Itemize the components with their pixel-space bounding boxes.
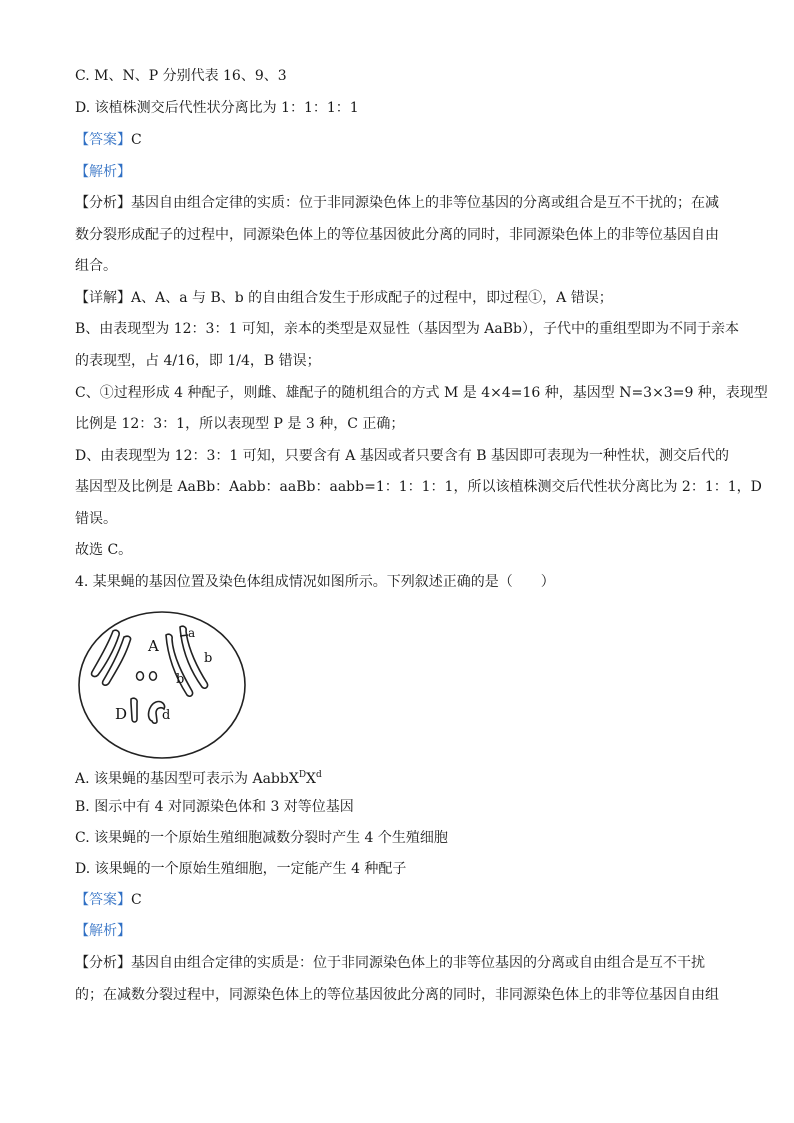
q4-option-b: B. 图示中有 4 对同源染色体和 3 对等位基因	[75, 799, 354, 815]
q3-detail-b-line-1: B、由表现型为 12：3：1 可知，亲本的类型是双显性（基因型为 AaBb），子代中的重组型即为不同于亲本	[75, 321, 739, 337]
q3-analysis-heading	[75, 162, 131, 182]
q3-detail-d-line-3: 错误。	[75, 511, 117, 527]
q4-fenxi-line-2: 的；在减数分裂过程中，同源染色体上的等位基因彼此分离的同时，非同源染色体上的非等位基因自由组	[75, 987, 719, 1003]
answer-tag: 【答案】	[75, 892, 131, 908]
gene-label-a: a	[188, 626, 196, 640]
analysis-tag: 【解析】	[75, 164, 131, 180]
chromosome-x-D	[131, 698, 137, 722]
centromere-right-a	[180, 635, 188, 636]
gene-label-b-upper: b	[204, 651, 213, 666]
fenxi-text: 基因自由组合定律的实质：位于非同源染色体上的非等位基因的分离或组合是互不干扰的；在减	[131, 195, 719, 211]
analysis-tag: 【解析】	[75, 923, 131, 939]
gene-label-d: d	[162, 708, 171, 723]
fenxi-text: 基因自由组合定律的实质是：位于非同源染色体上的非等位基因的分离或自由组合是互不干扰	[131, 955, 705, 971]
q3-detail-c-line-2: 比例是 12：3：1，所以表现型 P 是 3 种，C 正确；	[75, 416, 405, 432]
q3-conclusion: 故选 C。	[75, 542, 133, 558]
fenxi-tag: 【分析】	[75, 195, 131, 211]
q3-detail-d-line-1: D、由表现型为 12：3：1 可知，只要含有 A 基因或者只要含有 B 基因即可表现为一种性状，测交后代的	[75, 448, 729, 464]
q4-stem: 4. 某果蝇的基因位置及染色体组成情况如图所示。下列叙述正确的是（ ）	[75, 574, 555, 590]
answer-value: C	[131, 132, 142, 148]
q3-xiangjie-line-1	[75, 288, 613, 308]
option-a-sup-D: D	[298, 770, 307, 780]
chromosome-left-1	[92, 630, 120, 676]
q3-option-d: D. 该植株测交后代性状分离比为 1：1：1：1	[75, 100, 359, 116]
xiangjie-text: A、A、a 与 B、b 的自由组合发生于形成配子的过程中，即过程①，A 错误；	[131, 290, 613, 306]
q3-detail-d-line-2: 基因型及比例是 AaBb：Aabb：aaBb：aabb=1：1：1：1，所以该植株测交后代性状分离比为 2：1：1，D	[75, 479, 762, 495]
q3-detail-b-line-2: 的表现型，占 4/16，即 1/4，B 错误；	[75, 353, 321, 369]
q4-option-a	[75, 765, 322, 789]
option-a-text: A. 该果蝇的基因型可表示为 AabbX	[75, 771, 299, 787]
q4-answer	[75, 890, 142, 910]
option-a-sup-d: d	[316, 770, 322, 780]
chromosome-cell-diagram	[76, 609, 248, 761]
gene-label-D: D	[115, 705, 128, 723]
q3-fenxi-line-2: 数分裂形成配子的过程中，同源染色体上的等位基因彼此分离的同时，非同源染色体上的非等位基因自由	[75, 227, 719, 243]
gene-label-b-lower: b	[176, 672, 185, 687]
xiangjie-tag: 【详解】	[75, 290, 131, 306]
q3-option-c: C. M、N、P 分别代表 16、9、3	[75, 68, 287, 84]
q4-option-c: C. 该果蝇的一个原始生殖细胞减数分裂时产生 4 个生殖细胞	[75, 830, 448, 846]
q3-detail-c-line-1: C、①过程形成 4 种配子，则雌、雄配子的随机组合的方式 M 是 4×4=16 种，基因型 N=3×3=9 种，表现型	[75, 385, 768, 401]
fenxi-tag: 【分析】	[75, 955, 131, 971]
answer-tag: 【答案】	[75, 132, 131, 148]
q3-fenxi-line-3: 组合。	[75, 258, 117, 274]
answer-value: C	[131, 892, 142, 908]
q3-answer	[75, 130, 142, 150]
option-a-x: X	[306, 771, 316, 787]
chromosome-dot-2	[150, 672, 157, 680]
q4-fenxi-line-1	[75, 953, 705, 973]
gene-label-A: A	[148, 637, 159, 655]
q4-option-d: D. 该果蝇的一个原始生殖细胞，一定能产生 4 种配子	[75, 861, 407, 877]
chromosome-dot-1	[137, 672, 144, 680]
q4-analysis-heading	[75, 921, 131, 941]
q3-fenxi-line-1	[75, 193, 719, 213]
